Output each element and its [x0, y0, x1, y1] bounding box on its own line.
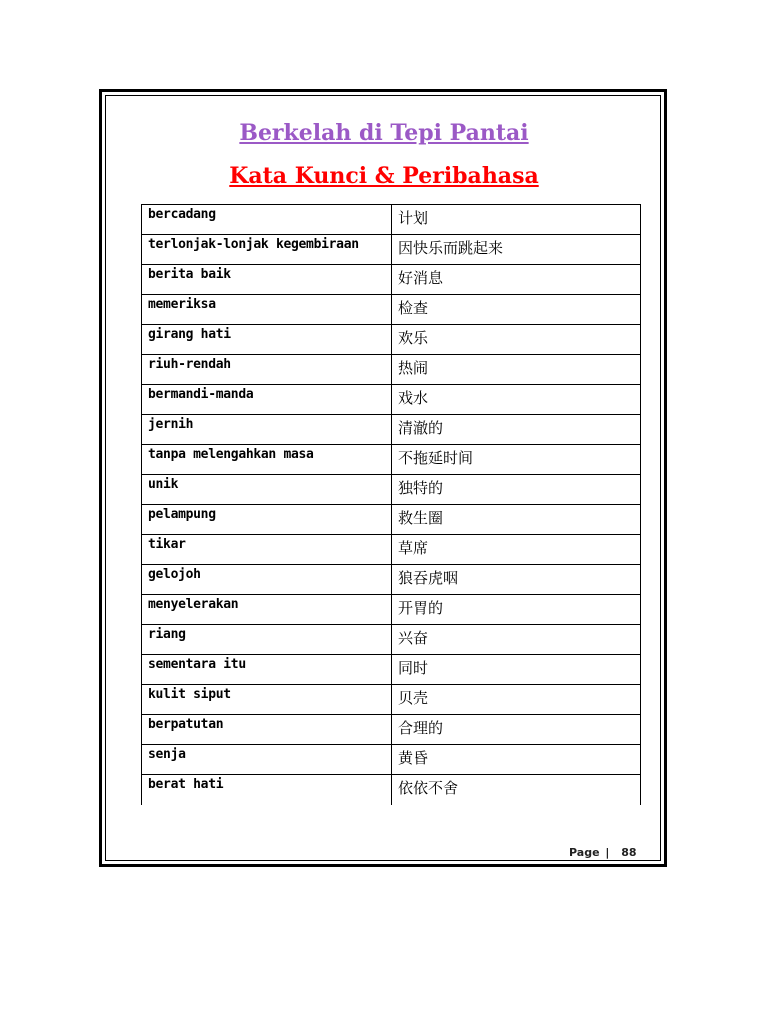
malay-term: terlonjak-lonjak kegembiraan — [142, 235, 392, 265]
table-row — [142, 205, 641, 235]
page-subtitle: Kata Kunci & Peribahasa — [229, 163, 539, 189]
malay-term: sementara itu — [142, 655, 392, 685]
chinese-translation: 合理的 — [392, 715, 641, 745]
table-row — [142, 355, 641, 385]
table-row — [142, 325, 641, 355]
malay-term: riang — [142, 625, 392, 655]
malay-term: tikar — [142, 535, 392, 565]
malay-term: bercadang — [142, 205, 392, 235]
chinese-translation: 救生圈 — [392, 505, 641, 535]
table-row — [142, 745, 641, 775]
malay-term: berita baik — [142, 265, 392, 295]
table-row — [142, 685, 641, 715]
malay-term: riuh-rendah — [142, 355, 392, 385]
table-row — [142, 415, 641, 445]
table-row — [142, 235, 641, 265]
chinese-translation: 兴奋 — [392, 625, 641, 655]
chinese-translation: 因快乐而跳起来 — [392, 235, 641, 265]
malay-term: jernih — [142, 415, 392, 445]
chinese-translation: 草席 — [392, 535, 641, 565]
chinese-translation: 计划 — [392, 205, 641, 235]
table-row — [142, 595, 641, 625]
malay-term: menyelerakan — [142, 595, 392, 625]
table-row — [142, 655, 641, 685]
chinese-translation: 黄昏 — [392, 745, 641, 775]
malay-term: tanpa melengahkan masa — [142, 445, 392, 475]
chinese-translation: 贝壳 — [392, 685, 641, 715]
table-row — [142, 385, 641, 415]
malay-term: pelampung — [142, 505, 392, 535]
chinese-translation: 热闹 — [392, 355, 641, 385]
table-row — [142, 775, 641, 805]
chinese-translation: 狼吞虎咽 — [392, 565, 641, 595]
page-footer — [569, 846, 637, 859]
table-row — [142, 445, 641, 475]
malay-term: unik — [142, 475, 392, 505]
chinese-translation: 检查 — [392, 295, 641, 325]
chinese-translation: 清澈的 — [392, 415, 641, 445]
malay-term: bermandi-manda — [142, 385, 392, 415]
page-label: Page — [569, 846, 600, 859]
table-row — [142, 295, 641, 325]
malay-term: girang hati — [142, 325, 392, 355]
table-row — [142, 565, 641, 595]
chinese-translation: 不拖延时间 — [392, 445, 641, 475]
malay-term: memeriksa — [142, 295, 392, 325]
table-row — [142, 535, 641, 565]
vocabulary-table — [141, 204, 641, 805]
chinese-translation: 好消息 — [392, 265, 641, 295]
table-row — [142, 265, 641, 295]
malay-term: kulit siput — [142, 685, 392, 715]
chinese-translation: 依依不舍 — [392, 775, 641, 805]
table-row — [142, 715, 641, 745]
chinese-translation: 开胃的 — [392, 595, 641, 625]
malay-term: berat hati — [142, 775, 392, 805]
page-separator: | — [605, 846, 610, 859]
chinese-translation: 欢乐 — [392, 325, 641, 355]
malay-term: senja — [142, 745, 392, 775]
table-row — [142, 475, 641, 505]
chinese-translation: 同时 — [392, 655, 641, 685]
table-row — [142, 505, 641, 535]
malay-term: berpatutan — [142, 715, 392, 745]
page-number: 88 — [621, 846, 637, 859]
chinese-translation: 独特的 — [392, 475, 641, 505]
page-title: Berkelah di Tepi Pantai — [239, 120, 529, 146]
table-row — [142, 625, 641, 655]
chinese-translation: 戏水 — [392, 385, 641, 415]
malay-term: gelojoh — [142, 565, 392, 595]
